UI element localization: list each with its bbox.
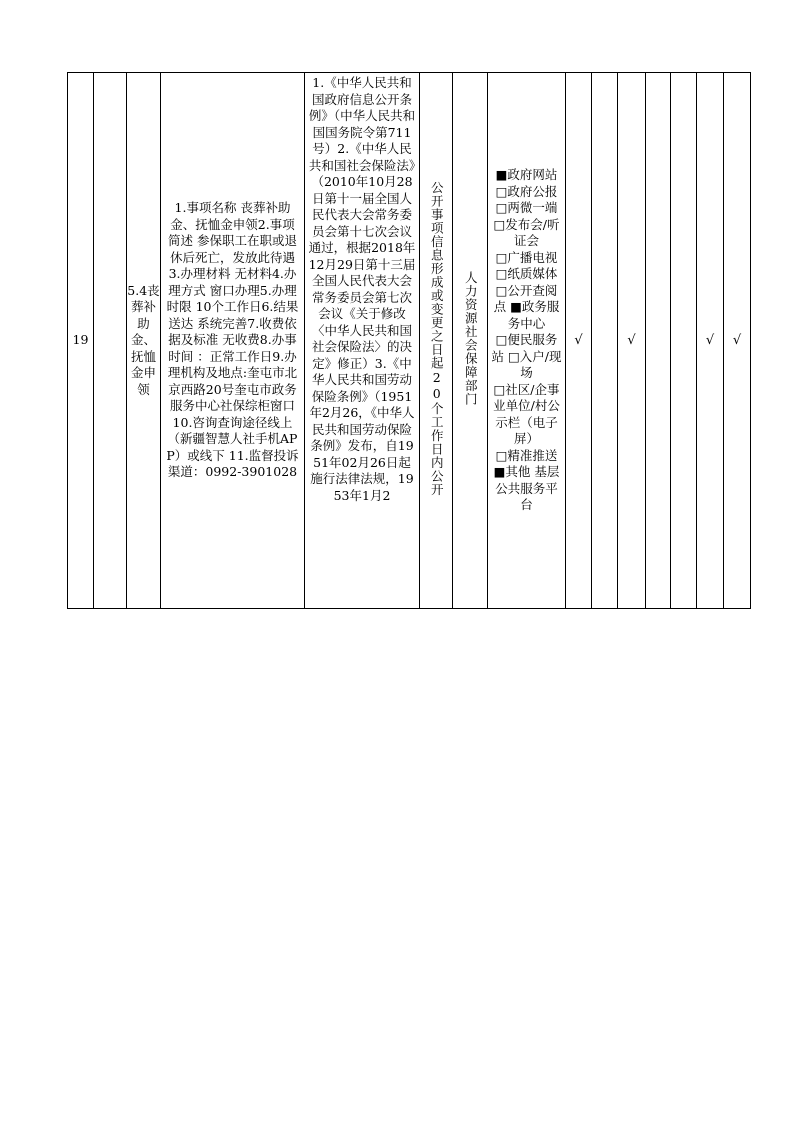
check-mark: √ — [705, 332, 715, 348]
basis-cell — [305, 73, 420, 609]
check-mark: √ — [732, 332, 742, 348]
channel-item: □精准推送 — [495, 447, 558, 463]
item-content: 1.事项名称 丧葬补助金、抚恤金申领2.事项简述 参保职工在职或退休后死亡，发放此待遇3.办理材料 无材料4.办理方式 窗口办理5.办理时限 10个工作日6.结果送达 系统完善7.收费依据及标准 无收费8.办事时间 ：正常工作日9.办理机构及地点:奎屯市北京西路20号奎屯市政务服务中心社保综柜窗口 10.咨询查询途径线上（新疆智慧人社手机APP）或线下 11.监督投诉渠道：0992-3901028 — [166, 200, 299, 480]
content-cell — [161, 73, 305, 609]
disclosure-channels — [488, 167, 565, 514]
empty-cell — [94, 73, 127, 609]
department-cell — [453, 73, 488, 609]
channel-item: □政府公报 — [495, 183, 558, 199]
check-mark: √ — [627, 332, 636, 348]
row-number: 19 — [72, 332, 89, 348]
channel-item: □发布会/听证会 — [493, 216, 560, 249]
mark-cell — [618, 73, 646, 609]
legal-basis: 1.《中华人民共和国政府信息公开条例》（中华人民共和国国务院令第711号）2.《中华人民共和国社会保险法》（2010年10月28日第十一届全国人民代表大会常务委员会第十七次会议通过，根据2018年12月29日第十三届全国人民代表大会常务委员会第七次会议《关于修改〈中华人民共和国社会保险法〉的决定》修正）3.《中华人民共和国劳动保险条例》（1951年2月26，《中华人民共和国劳动保险条例》发布，自1951年02月26日起施行法律法规，1953年1月2 — [308, 75, 416, 503]
row-number-cell — [68, 73, 94, 609]
check-mark: √ — [574, 332, 583, 348]
mark-cell — [566, 73, 592, 609]
disclosure-time-limit: 公开事项信息形成或变更之日起20个工作日内公开 — [429, 180, 445, 496]
time-limit-cell — [420, 73, 453, 609]
channel-item: □两微一端 — [495, 200, 558, 216]
channel-item: □纸质媒体 — [495, 266, 558, 282]
mark-cell — [646, 73, 671, 609]
channel-item: □社区/企事业单位/村公示栏（电子屏） — [493, 381, 560, 447]
mark-cell — [697, 73, 724, 609]
table-row — [68, 73, 751, 609]
channels-cell — [488, 73, 566, 609]
channel-item: □广播电视 — [495, 249, 558, 265]
channel-item: □公开查阅点 ■政务服务中心 — [493, 282, 560, 331]
disclosure-table — [67, 72, 751, 609]
item-name-cell — [127, 73, 161, 609]
mark-cell — [671, 73, 697, 609]
responsible-department: 人力资源社会保障部门 — [463, 270, 479, 406]
channel-item: ■政府网站 — [495, 167, 558, 183]
mark-cell — [592, 73, 618, 609]
channel-item: ■其他 基层公共服务平台 — [493, 464, 560, 513]
item-name: 5.4丧葬补助金、抚恤金申领 — [127, 282, 160, 397]
channel-item: □便民服务站 □入户/现场 — [491, 332, 562, 381]
mark-cell — [724, 73, 751, 609]
